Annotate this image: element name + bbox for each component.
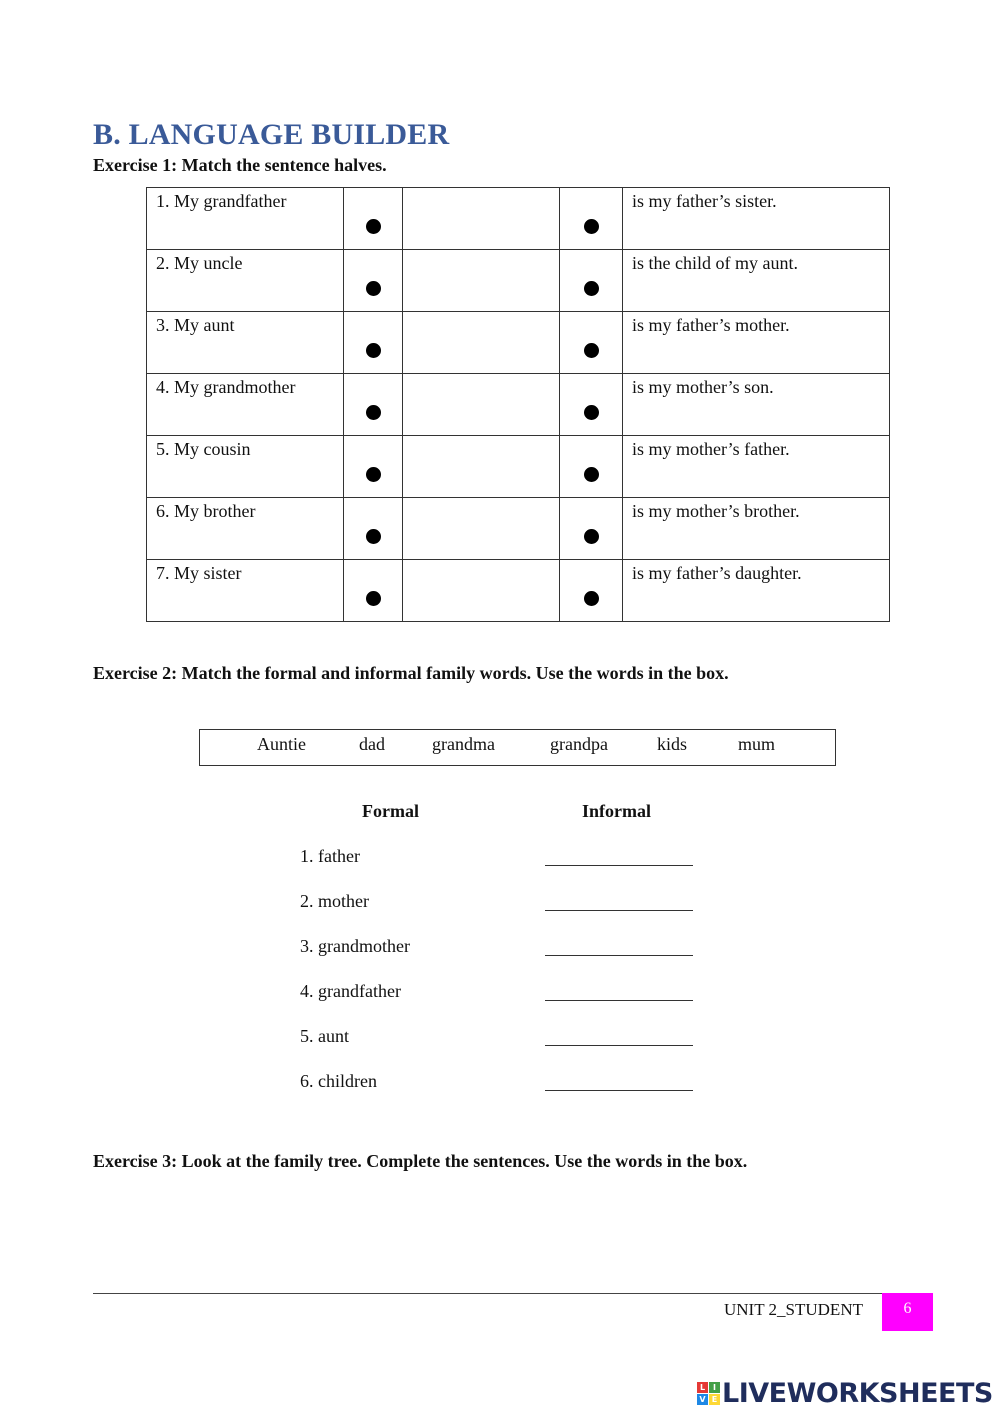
answer-blank[interactable] — [545, 1090, 693, 1091]
match-dot-left[interactable] — [366, 405, 381, 420]
sentence-start: 6. My brother — [147, 498, 344, 560]
brand-logo-letter: E — [709, 1394, 720, 1405]
match-dot-right[interactable] — [584, 591, 599, 606]
sentence-end: is my father’s sister. — [623, 188, 890, 250]
exercise-3-title: Exercise 3: Look at the family tree. Complete the sentences. Use the words in the box. — [93, 1151, 748, 1171]
match-dot-right[interactable] — [584, 219, 599, 234]
formal-word: 1. father — [300, 846, 360, 866]
informal-header: Informal — [582, 801, 651, 821]
exercise-2-title: Exercise 2: Match the formal and informal family words. Use the words in the box. — [93, 663, 729, 683]
match-gap — [403, 498, 560, 560]
page-number-badge: 6 — [882, 1293, 933, 1331]
sentence-start: 3. My aunt — [147, 312, 344, 374]
word-box-item: grandma — [432, 734, 495, 754]
sentence-end: is my father’s mother. — [623, 312, 890, 374]
match-gap — [403, 436, 560, 498]
section-title: B. LANGUAGE BUILDER — [93, 118, 450, 151]
match-dot-left[interactable] — [366, 591, 381, 606]
brand-logo-letter: I — [709, 1382, 720, 1393]
answer-blank[interactable] — [545, 865, 693, 866]
match-gap — [403, 560, 560, 622]
answer-blank[interactable] — [545, 1000, 693, 1001]
table-row — [147, 498, 890, 560]
sentence-start: 2. My uncle — [147, 250, 344, 312]
sentence-end: is my mother’s son. — [623, 374, 890, 436]
brand-logo-letter: L — [697, 1382, 708, 1393]
table-row — [147, 560, 890, 622]
word-box-item: grandpa — [550, 734, 608, 754]
match-dot-right[interactable] — [584, 529, 599, 544]
match-dot-left[interactable] — [366, 343, 381, 358]
brand-name: LIVEWORKSHEETS — [722, 1377, 993, 1409]
formal-word: 6. children — [300, 1071, 377, 1091]
match-dot-right[interactable] — [584, 281, 599, 296]
match-dot-right[interactable] — [584, 405, 599, 420]
footer-divider — [93, 1293, 933, 1294]
match-dot-left[interactable] — [366, 219, 381, 234]
table-row — [147, 188, 890, 250]
match-gap — [403, 188, 560, 250]
formal-header: Formal — [362, 801, 419, 821]
formal-word: 3. grandmother — [300, 936, 410, 956]
answer-blank[interactable] — [545, 910, 693, 911]
match-dot-left[interactable] — [366, 529, 381, 544]
sentence-start: 7. My sister — [147, 560, 344, 622]
brand-logo-icon — [697, 1382, 720, 1405]
table-row — [147, 250, 890, 312]
sentence-end: is my mother’s brother. — [623, 498, 890, 560]
matching-table — [146, 187, 890, 622]
match-gap — [403, 374, 560, 436]
formal-word: 5. aunt — [300, 1026, 349, 1046]
sentence-end: is the child of my aunt. — [623, 250, 890, 312]
sentence-start: 5. My cousin — [147, 436, 344, 498]
sentence-start: 1. My grandfather — [147, 188, 344, 250]
word-box-item: mum — [738, 734, 776, 754]
exercise-1-title: Exercise 1: Match the sentence halves. — [93, 155, 387, 175]
word-box-item: kids — [657, 734, 688, 754]
word-box — [199, 729, 836, 766]
table-row — [147, 374, 890, 436]
table-row — [147, 436, 890, 498]
word-box-item: Auntie — [257, 734, 306, 754]
match-dot-right[interactable] — [584, 467, 599, 482]
match-dot-left[interactable] — [366, 467, 381, 482]
answer-blank[interactable] — [545, 1045, 693, 1046]
match-dot-right[interactable] — [584, 343, 599, 358]
formal-word: 4. grandfather — [300, 981, 401, 1001]
match-gap — [403, 312, 560, 374]
brand-logo-letter: V — [697, 1394, 708, 1405]
table-row — [147, 312, 890, 374]
answer-blank[interactable] — [545, 955, 693, 956]
match-gap — [403, 250, 560, 312]
match-dot-left[interactable] — [366, 281, 381, 296]
sentence-end: is my father’s daughter. — [623, 560, 890, 622]
brand-watermark — [697, 1378, 993, 1408]
formal-word: 2. mother — [300, 891, 369, 911]
footer-label: UNIT 2_STUDENT — [724, 1300, 863, 1319]
word-box-item: dad — [359, 734, 385, 754]
sentence-start: 4. My grandmother — [147, 374, 344, 436]
sentence-end: is my mother’s father. — [623, 436, 890, 498]
